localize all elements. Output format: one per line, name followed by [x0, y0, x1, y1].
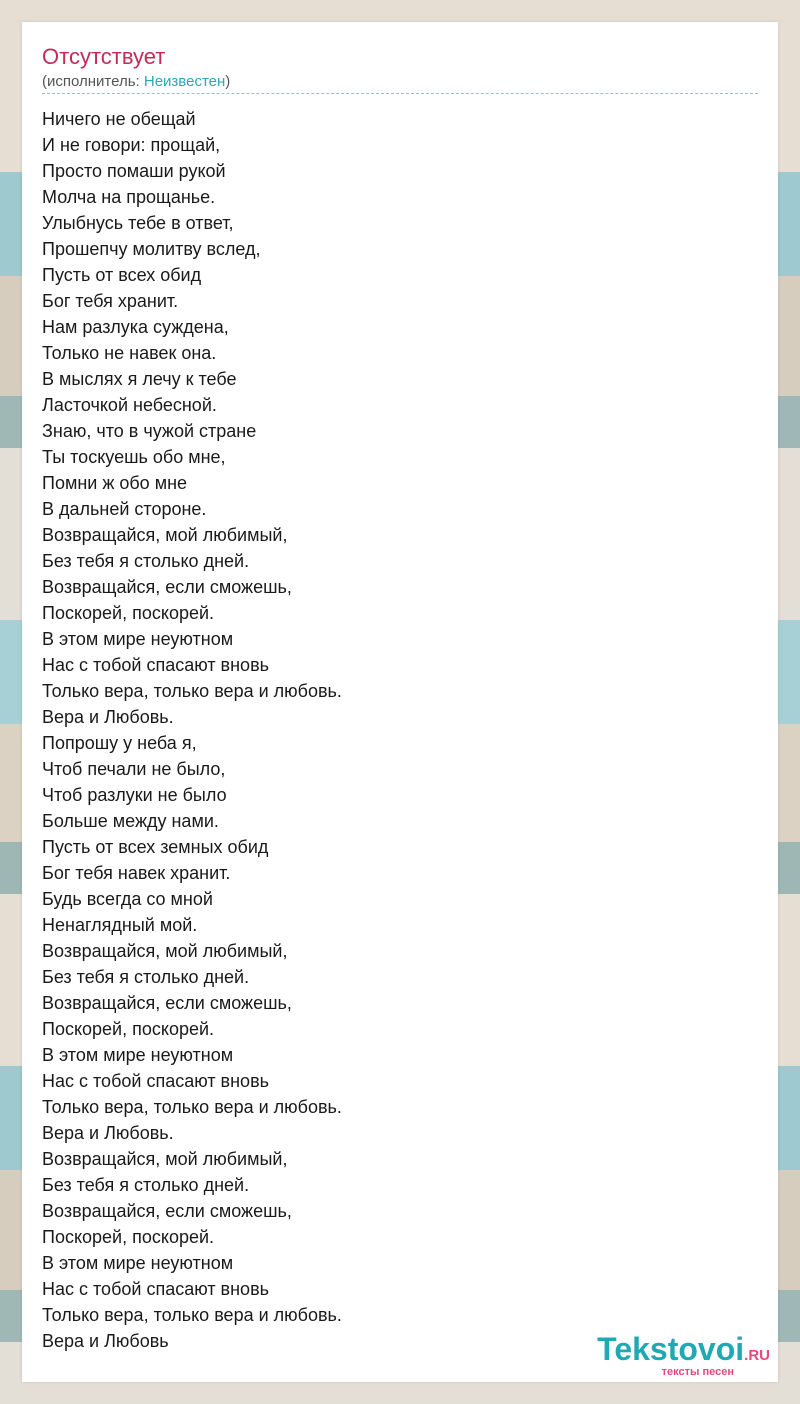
lyric-line: Нас с тобой спасают вновь — [42, 1071, 270, 1091]
lyric-line: Возвращайся, мой любимый, — [42, 525, 288, 545]
lyric-line: Только не навек она. — [42, 343, 217, 363]
lyric-line: Пусть от всех обид — [42, 265, 202, 285]
lyric-line: Поскорей, поскорей. — [42, 1227, 215, 1247]
lyrics-text — [42, 106, 342, 1354]
meta-prefix: (исполнитель: — [42, 73, 144, 90]
lyric-line: Вера и Любовь. — [42, 707, 174, 727]
lyric-line: Просто помаши рукой — [42, 161, 226, 181]
lyric-line: В этом мире неуютном — [42, 1045, 234, 1065]
lyric-line: Прошепчу молитву вслед, — [42, 239, 261, 259]
lyric-line: В мыслях я лечу к тебе — [42, 369, 237, 389]
lyric-line: Ты тоскуешь обо мне, — [42, 447, 226, 467]
lyric-line: Только вера, только вера и любовь. — [42, 1097, 342, 1117]
lyric-line: В дальней стороне. — [42, 499, 207, 519]
lyric-line: Поскорей, поскорей. — [42, 1019, 215, 1039]
lyric-line: Без тебя я столько дней. — [42, 967, 250, 987]
lyric-line: Бог тебя хранит. — [42, 291, 179, 311]
site-logo[interactable] — [560, 1332, 770, 1378]
lyric-line: Возвращайся, если сможешь, — [42, 577, 292, 597]
lyric-line: Попрошу у неба я, — [42, 733, 197, 753]
lyric-line: Ласточкой небесной. — [42, 395, 217, 415]
lyric-line: Помни ж обо мне — [42, 473, 188, 493]
lyric-line: Пусть от всех земных обид — [42, 837, 269, 857]
lyric-line: Знаю, что в чужой стране — [42, 421, 257, 441]
lyric-line: Возвращайся, если сможешь, — [42, 993, 292, 1013]
lyric-line: Возвращайся, мой любимый, — [42, 941, 288, 961]
lyric-line: Только вера, только вера и любовь. — [42, 681, 342, 701]
lyric-line: Возвращайся, если сможешь, — [42, 1201, 292, 1221]
lyric-line: Ненаглядный мой. — [42, 915, 198, 935]
lyric-line: В этом мире неуютном — [42, 1253, 234, 1273]
logo-tagline: тексты песен — [661, 1366, 734, 1378]
lyric-line: Будь всегда со мной — [42, 889, 213, 909]
lyric-line: И не говори: прощай, — [42, 135, 221, 155]
lyrics-card — [22, 22, 778, 1382]
lyric-line: Улыбнусь тебе в ответ, — [42, 213, 234, 233]
lyric-line: Нас с тобой спасают вновь — [42, 1279, 270, 1299]
title-divider — [42, 93, 758, 94]
meta-suffix: ) — [225, 73, 231, 90]
lyric-line: Без тебя я столько дней. — [42, 1175, 250, 1195]
song-title: Отсутствует — [42, 44, 166, 69]
logo-name: Tekstovoi — [597, 1331, 745, 1367]
lyric-line: Бог тебя навек хранит. — [42, 863, 231, 883]
logo-tld: .RU — [744, 1347, 770, 1364]
lyric-line: Молча на прощанье. — [42, 187, 216, 207]
artist-link[interactable]: Неизвестен — [143, 73, 226, 90]
lyric-line: Чтоб печали не было, — [42, 759, 226, 779]
lyric-line: Больше между нами. — [42, 811, 219, 831]
lyric-line: В этом мире неуютном — [42, 629, 234, 649]
lyric-line: Поскорей, поскорей. — [42, 603, 215, 623]
lyric-line: Возвращайся, мой любимый, — [42, 1149, 288, 1169]
lyric-line: Нам разлука суждена, — [42, 317, 229, 337]
lyric-line: Вера и Любовь — [42, 1331, 169, 1351]
lyric-line: Без тебя я столько дней. — [42, 551, 250, 571]
lyric-line: Только вера, только вера и любовь. — [42, 1305, 342, 1325]
lyric-line: Ничего не обещай — [42, 109, 196, 129]
lyric-line: Нас с тобой спасают вновь — [42, 655, 270, 675]
lyric-line: Чтоб разлуки не было — [42, 785, 227, 805]
lyric-line: Вера и Любовь. — [42, 1123, 174, 1143]
song-meta — [42, 73, 230, 91]
